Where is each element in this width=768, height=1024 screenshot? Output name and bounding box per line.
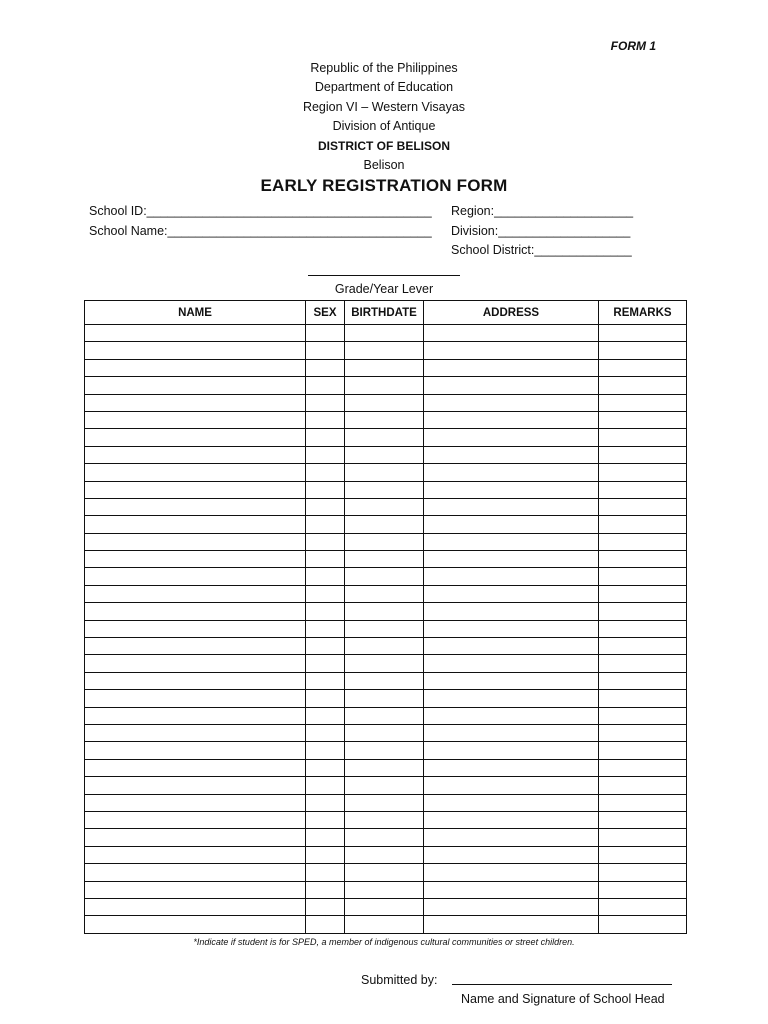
table-cell[interactable]: [424, 811, 599, 828]
school-name-field[interactable]: School Name:______________________________________: [89, 224, 432, 238]
table-cell[interactable]: [306, 759, 345, 776]
table-cell[interactable]: [306, 585, 345, 602]
table-cell[interactable]: [424, 533, 599, 550]
table-row: [85, 811, 687, 828]
table-cell[interactable]: [599, 603, 687, 620]
table-cell[interactable]: [424, 742, 599, 759]
table-row: [85, 411, 687, 428]
signature-line[interactable]: [452, 984, 672, 985]
table-cell[interactable]: [85, 811, 306, 828]
table-cell[interactable]: [424, 377, 599, 394]
table-cell[interactable]: [85, 464, 306, 481]
table-cell[interactable]: [599, 342, 687, 359]
table-cell[interactable]: [345, 325, 424, 342]
table-cell[interactable]: [85, 638, 306, 655]
header-district: DISTRICT OF BELISON: [318, 138, 450, 153]
table-cell[interactable]: [85, 568, 306, 585]
table-cell[interactable]: [424, 359, 599, 376]
table-cell[interactable]: [306, 777, 345, 794]
table-cell[interactable]: [306, 898, 345, 915]
table-cell[interactable]: [345, 724, 424, 741]
table-row: [85, 672, 687, 689]
table-cell[interactable]: [345, 359, 424, 376]
table-row: [85, 724, 687, 741]
table-cell[interactable]: [345, 377, 424, 394]
table-row: [85, 585, 687, 602]
table-row: [85, 620, 687, 637]
table-cell[interactable]: [85, 724, 306, 741]
grade-level-label: Grade/Year Lever: [334, 282, 434, 296]
table-cell[interactable]: [306, 672, 345, 689]
table-cell[interactable]: [345, 585, 424, 602]
table-cell[interactable]: [306, 638, 345, 655]
table-cell[interactable]: [85, 342, 306, 359]
table-row: [85, 429, 687, 446]
table-cell[interactable]: [599, 464, 687, 481]
table-cell[interactable]: [599, 794, 687, 811]
table-cell[interactable]: [85, 359, 306, 376]
table-cell[interactable]: [599, 377, 687, 394]
table-cell[interactable]: [599, 655, 687, 672]
table-cell[interactable]: [424, 429, 599, 446]
table-cell[interactable]: [599, 777, 687, 794]
division-field[interactable]: Division:___________________: [451, 224, 631, 238]
table-row: [85, 655, 687, 672]
table-cell[interactable]: [85, 603, 306, 620]
table-cell[interactable]: [306, 724, 345, 741]
table-cell[interactable]: [599, 690, 687, 707]
table-cell[interactable]: [306, 707, 345, 724]
table-cell[interactable]: [345, 707, 424, 724]
table-cell[interactable]: [306, 394, 345, 411]
table-row: [85, 794, 687, 811]
table-cell[interactable]: [424, 690, 599, 707]
table-cell[interactable]: [85, 498, 306, 515]
table-cell[interactable]: [85, 620, 306, 637]
table-cell[interactable]: [424, 568, 599, 585]
table-cell[interactable]: [424, 794, 599, 811]
table-cell[interactable]: [345, 777, 424, 794]
table-cell[interactable]: [306, 811, 345, 828]
table-cell[interactable]: [599, 742, 687, 759]
table-row: [85, 498, 687, 515]
table-cell[interactable]: [599, 585, 687, 602]
table-cell[interactable]: [599, 846, 687, 863]
table-cell[interactable]: [85, 377, 306, 394]
table-row: [85, 446, 687, 463]
table-cell[interactable]: [306, 794, 345, 811]
table-cell[interactable]: [306, 916, 345, 933]
table-cell[interactable]: [345, 864, 424, 881]
table-cell[interactable]: [306, 429, 345, 446]
table-cell[interactable]: [424, 551, 599, 568]
table-cell[interactable]: [85, 655, 306, 672]
table-row: [85, 342, 687, 359]
table-cell[interactable]: [599, 325, 687, 342]
table-cell[interactable]: [599, 864, 687, 881]
table-cell[interactable]: [424, 620, 599, 637]
table-cell[interactable]: [85, 829, 306, 846]
table-cell[interactable]: [424, 898, 599, 915]
table-cell[interactable]: [85, 794, 306, 811]
table-cell[interactable]: [599, 707, 687, 724]
table-cell[interactable]: [85, 898, 306, 915]
table-header-row: [85, 301, 687, 325]
table-cell[interactable]: [424, 829, 599, 846]
table-cell[interactable]: [306, 829, 345, 846]
school-district-field[interactable]: School District:______________: [451, 243, 632, 257]
table-cell[interactable]: [306, 325, 345, 342]
table-cell[interactable]: [306, 846, 345, 863]
signature-caption: Name and Signature of School Head: [461, 992, 665, 1006]
table-row: [85, 516, 687, 533]
header-town: Belison: [363, 158, 405, 173]
table-cell[interactable]: [345, 620, 424, 637]
table-cell[interactable]: [599, 446, 687, 463]
table-cell[interactable]: [306, 742, 345, 759]
table-cell[interactable]: [424, 864, 599, 881]
table-cell[interactable]: [424, 759, 599, 776]
table-cell[interactable]: [345, 898, 424, 915]
table-cell[interactable]: [306, 690, 345, 707]
table-cell[interactable]: [424, 481, 599, 498]
table-cell[interactable]: [85, 742, 306, 759]
table-row: [85, 551, 687, 568]
table-cell[interactable]: [424, 585, 599, 602]
table-cell[interactable]: [85, 916, 306, 933]
table-cell[interactable]: [424, 498, 599, 515]
table-row: [85, 881, 687, 898]
table-cell[interactable]: [345, 759, 424, 776]
table-cell[interactable]: [599, 638, 687, 655]
table-cell[interactable]: [424, 394, 599, 411]
table-cell[interactable]: [306, 603, 345, 620]
table-cell[interactable]: [599, 811, 687, 828]
table-cell[interactable]: [85, 707, 306, 724]
table-row: [85, 707, 687, 724]
table-cell[interactable]: [345, 342, 424, 359]
form-title: EARLY REGISTRATION FORM: [260, 176, 508, 195]
header-department: Department of Education: [314, 80, 454, 95]
table-cell[interactable]: [306, 446, 345, 463]
table-cell[interactable]: [424, 707, 599, 724]
table-row: [85, 533, 687, 550]
column-birthdate: BIRTHDATE: [345, 301, 424, 325]
table-cell[interactable]: [599, 620, 687, 637]
table-cell[interactable]: [85, 881, 306, 898]
table-cell[interactable]: [345, 638, 424, 655]
table-cell[interactable]: [345, 498, 424, 515]
table-cell[interactable]: [345, 394, 424, 411]
table-cell[interactable]: [306, 533, 345, 550]
table-cell[interactable]: [85, 846, 306, 863]
table-cell[interactable]: [424, 325, 599, 342]
table-cell[interactable]: [599, 916, 687, 933]
table-cell[interactable]: [599, 498, 687, 515]
table-cell[interactable]: [424, 411, 599, 428]
submitted-by-label: Submitted by:: [361, 973, 438, 987]
grade-level-line[interactable]: [308, 275, 460, 276]
table-cell[interactable]: [599, 411, 687, 428]
table-row: [85, 325, 687, 342]
table-cell[interactable]: [345, 881, 424, 898]
table-cell[interactable]: [599, 881, 687, 898]
table-cell[interactable]: [345, 568, 424, 585]
table-cell[interactable]: [306, 568, 345, 585]
table-cell[interactable]: [424, 655, 599, 672]
document-header: [0, 59, 768, 175]
table-row: [85, 394, 687, 411]
header-region: Region VI – Western Visayas: [302, 99, 466, 114]
table-cell[interactable]: [85, 759, 306, 776]
table-cell[interactable]: [424, 342, 599, 359]
header-republic: Republic of the Philippines: [310, 61, 458, 75]
table-cell[interactable]: [599, 533, 687, 550]
table-cell[interactable]: [85, 533, 306, 550]
table-cell[interactable]: [599, 551, 687, 568]
table-cell[interactable]: [306, 516, 345, 533]
region-field[interactable]: Region:____________________: [451, 204, 634, 218]
table-cell[interactable]: [85, 481, 306, 498]
table-row: [85, 864, 687, 881]
table-cell[interactable]: [599, 672, 687, 689]
table-cell[interactable]: [85, 690, 306, 707]
registration-table: [84, 300, 687, 934]
table-cell[interactable]: [306, 464, 345, 481]
table-cell[interactable]: [424, 516, 599, 533]
table-cell[interactable]: [306, 655, 345, 672]
table-cell[interactable]: [424, 672, 599, 689]
table-row: [85, 568, 687, 585]
table-row: [85, 777, 687, 794]
column-sex: SEX: [306, 301, 345, 325]
table-row: [85, 742, 687, 759]
table-cell[interactable]: [599, 394, 687, 411]
form-code: FORM 1: [610, 39, 656, 53]
column-address: ADDRESS: [424, 301, 599, 325]
table-cell[interactable]: [85, 411, 306, 428]
table-cell[interactable]: [599, 759, 687, 776]
table-cell[interactable]: [424, 638, 599, 655]
table-cell[interactable]: [85, 777, 306, 794]
table-cell[interactable]: [345, 603, 424, 620]
table-cell[interactable]: [345, 916, 424, 933]
table-cell[interactable]: [85, 394, 306, 411]
table-cell[interactable]: [306, 377, 345, 394]
table-cell[interactable]: [599, 568, 687, 585]
column-remarks: REMARKS: [599, 301, 687, 325]
table-cell[interactable]: [345, 446, 424, 463]
table-cell[interactable]: [85, 429, 306, 446]
table-row: [85, 481, 687, 498]
table-cell[interactable]: [306, 551, 345, 568]
table-row: [85, 464, 687, 481]
table-cell[interactable]: [424, 603, 599, 620]
table-cell[interactable]: [424, 777, 599, 794]
table-cell[interactable]: [85, 672, 306, 689]
column-name: NAME: [85, 301, 306, 325]
table-cell[interactable]: [599, 516, 687, 533]
table-cell[interactable]: [345, 655, 424, 672]
table-cell[interactable]: [424, 464, 599, 481]
header-division: Division of Antique: [332, 119, 436, 134]
table-cell[interactable]: [599, 898, 687, 915]
table-row: [85, 759, 687, 776]
table-cell[interactable]: [345, 533, 424, 550]
table-cell[interactable]: [306, 620, 345, 637]
table-cell[interactable]: [345, 742, 424, 759]
table-cell[interactable]: [424, 916, 599, 933]
table-row: [85, 359, 687, 376]
table-cell[interactable]: [345, 690, 424, 707]
table-cell[interactable]: [306, 881, 345, 898]
table-cell[interactable]: [306, 481, 345, 498]
table-row: [85, 638, 687, 655]
table-cell[interactable]: [306, 359, 345, 376]
table-row: [85, 829, 687, 846]
table-cell[interactable]: [345, 429, 424, 446]
table-cell[interactable]: [85, 585, 306, 602]
table-cell[interactable]: [424, 446, 599, 463]
table-row: [85, 916, 687, 933]
table-cell[interactable]: [424, 724, 599, 741]
table-row: [85, 603, 687, 620]
table-row: [85, 898, 687, 915]
table-cell[interactable]: [599, 359, 687, 376]
table-cell[interactable]: [85, 864, 306, 881]
table-cell[interactable]: [599, 481, 687, 498]
table-cell[interactable]: [306, 864, 345, 881]
table-cell[interactable]: [306, 498, 345, 515]
table-cell[interactable]: [345, 411, 424, 428]
table-cell[interactable]: [306, 342, 345, 359]
table-cell[interactable]: [424, 846, 599, 863]
table-row: [85, 846, 687, 863]
table-cell[interactable]: [599, 429, 687, 446]
table-row: [85, 690, 687, 707]
table-cell[interactable]: [85, 551, 306, 568]
table-cell[interactable]: [345, 846, 424, 863]
table-cell[interactable]: [306, 411, 345, 428]
table-cell[interactable]: [85, 325, 306, 342]
table-cell[interactable]: [345, 811, 424, 828]
table-cell[interactable]: [345, 794, 424, 811]
table-cell[interactable]: [345, 481, 424, 498]
table-cell[interactable]: [345, 551, 424, 568]
table-row: [85, 377, 687, 394]
footnote: *Indicate if student is for SPED, a member of indigenous cultural communities or street children.: [193, 937, 575, 947]
school-id-field[interactable]: School ID:_________________________________________: [89, 204, 432, 218]
table-cell[interactable]: [345, 464, 424, 481]
table-cell[interactable]: [345, 672, 424, 689]
table-cell[interactable]: [345, 516, 424, 533]
table-cell[interactable]: [424, 881, 599, 898]
table-cell[interactable]: [345, 829, 424, 846]
table-cell[interactable]: [85, 446, 306, 463]
table-cell[interactable]: [599, 829, 687, 846]
table-cell[interactable]: [85, 516, 306, 533]
table-cell[interactable]: [599, 724, 687, 741]
